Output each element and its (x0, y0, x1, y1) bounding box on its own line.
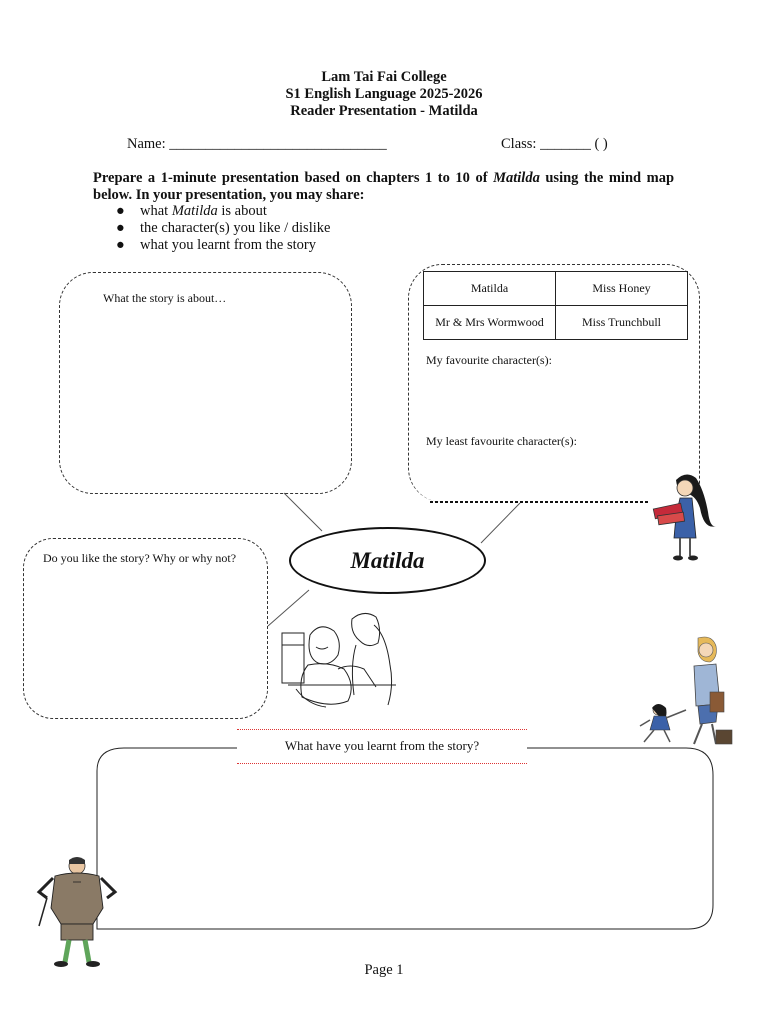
course-title: S1 English Language 2025-2026 (285, 86, 483, 102)
miss-honey-walking-with-matilda-illustration (636, 632, 744, 750)
learnt-prompt: What have you learnt from the story? (284, 738, 480, 753)
story-box-prompt: What the story is about… (103, 291, 227, 305)
favourite-character-prompt: My favourite character(s): (426, 353, 552, 367)
character-cell: Matilda (424, 272, 556, 306)
characters-table (423, 271, 688, 340)
character-cell: Mr & Mrs Wormwood (424, 306, 556, 340)
bullet-icon: ● (116, 237, 125, 253)
class-label: Class: (501, 136, 537, 152)
school-name: Lam Tai Fai College (321, 69, 447, 85)
instructions-part1: Prepare a 1-minute presentation based on chapters 1 to 10 of (93, 170, 494, 186)
character-cell: Miss Trunchbull (556, 306, 688, 340)
bullet-item: ● the character(s) you like / dislike (116, 220, 331, 236)
name-blank[interactable]: ______________________________ (169, 136, 387, 152)
mind-map-center-label: Matilda (350, 547, 425, 573)
bullet-item: ● what Matilda is about (116, 203, 267, 219)
characters-box-bottom-border (430, 500, 650, 504)
character-cell: Miss Honey (556, 272, 688, 306)
document-title: Reader Presentation - Matilda (290, 103, 478, 119)
page-number: Page 1 (364, 962, 404, 978)
bullet-icon: ● (116, 220, 125, 236)
bullet-item: ● what you learnt from the story (116, 237, 316, 253)
opinion-prompt: Do you like the story? Why or why not? (43, 551, 237, 565)
mind-map-center-oval (289, 527, 486, 594)
least-favourite-character-prompt: My least favourite character(s): (426, 434, 577, 448)
wormwood-family-sketch-illustration (278, 605, 402, 715)
instructions-book-title: Matilda (493, 170, 540, 186)
name-label: Name: (127, 136, 166, 152)
opinion-box[interactable] (23, 538, 268, 719)
bullet-icon: ● (116, 203, 125, 219)
miss-trunchbull-illustration (33, 852, 119, 970)
class-blank[interactable]: _______ ( ) (540, 136, 608, 152)
learnt-box[interactable] (94, 745, 716, 933)
instructions-part2: using the mind map below. In your presentation, you may share: (93, 170, 675, 203)
matilda-holding-books-illustration (648, 468, 728, 564)
